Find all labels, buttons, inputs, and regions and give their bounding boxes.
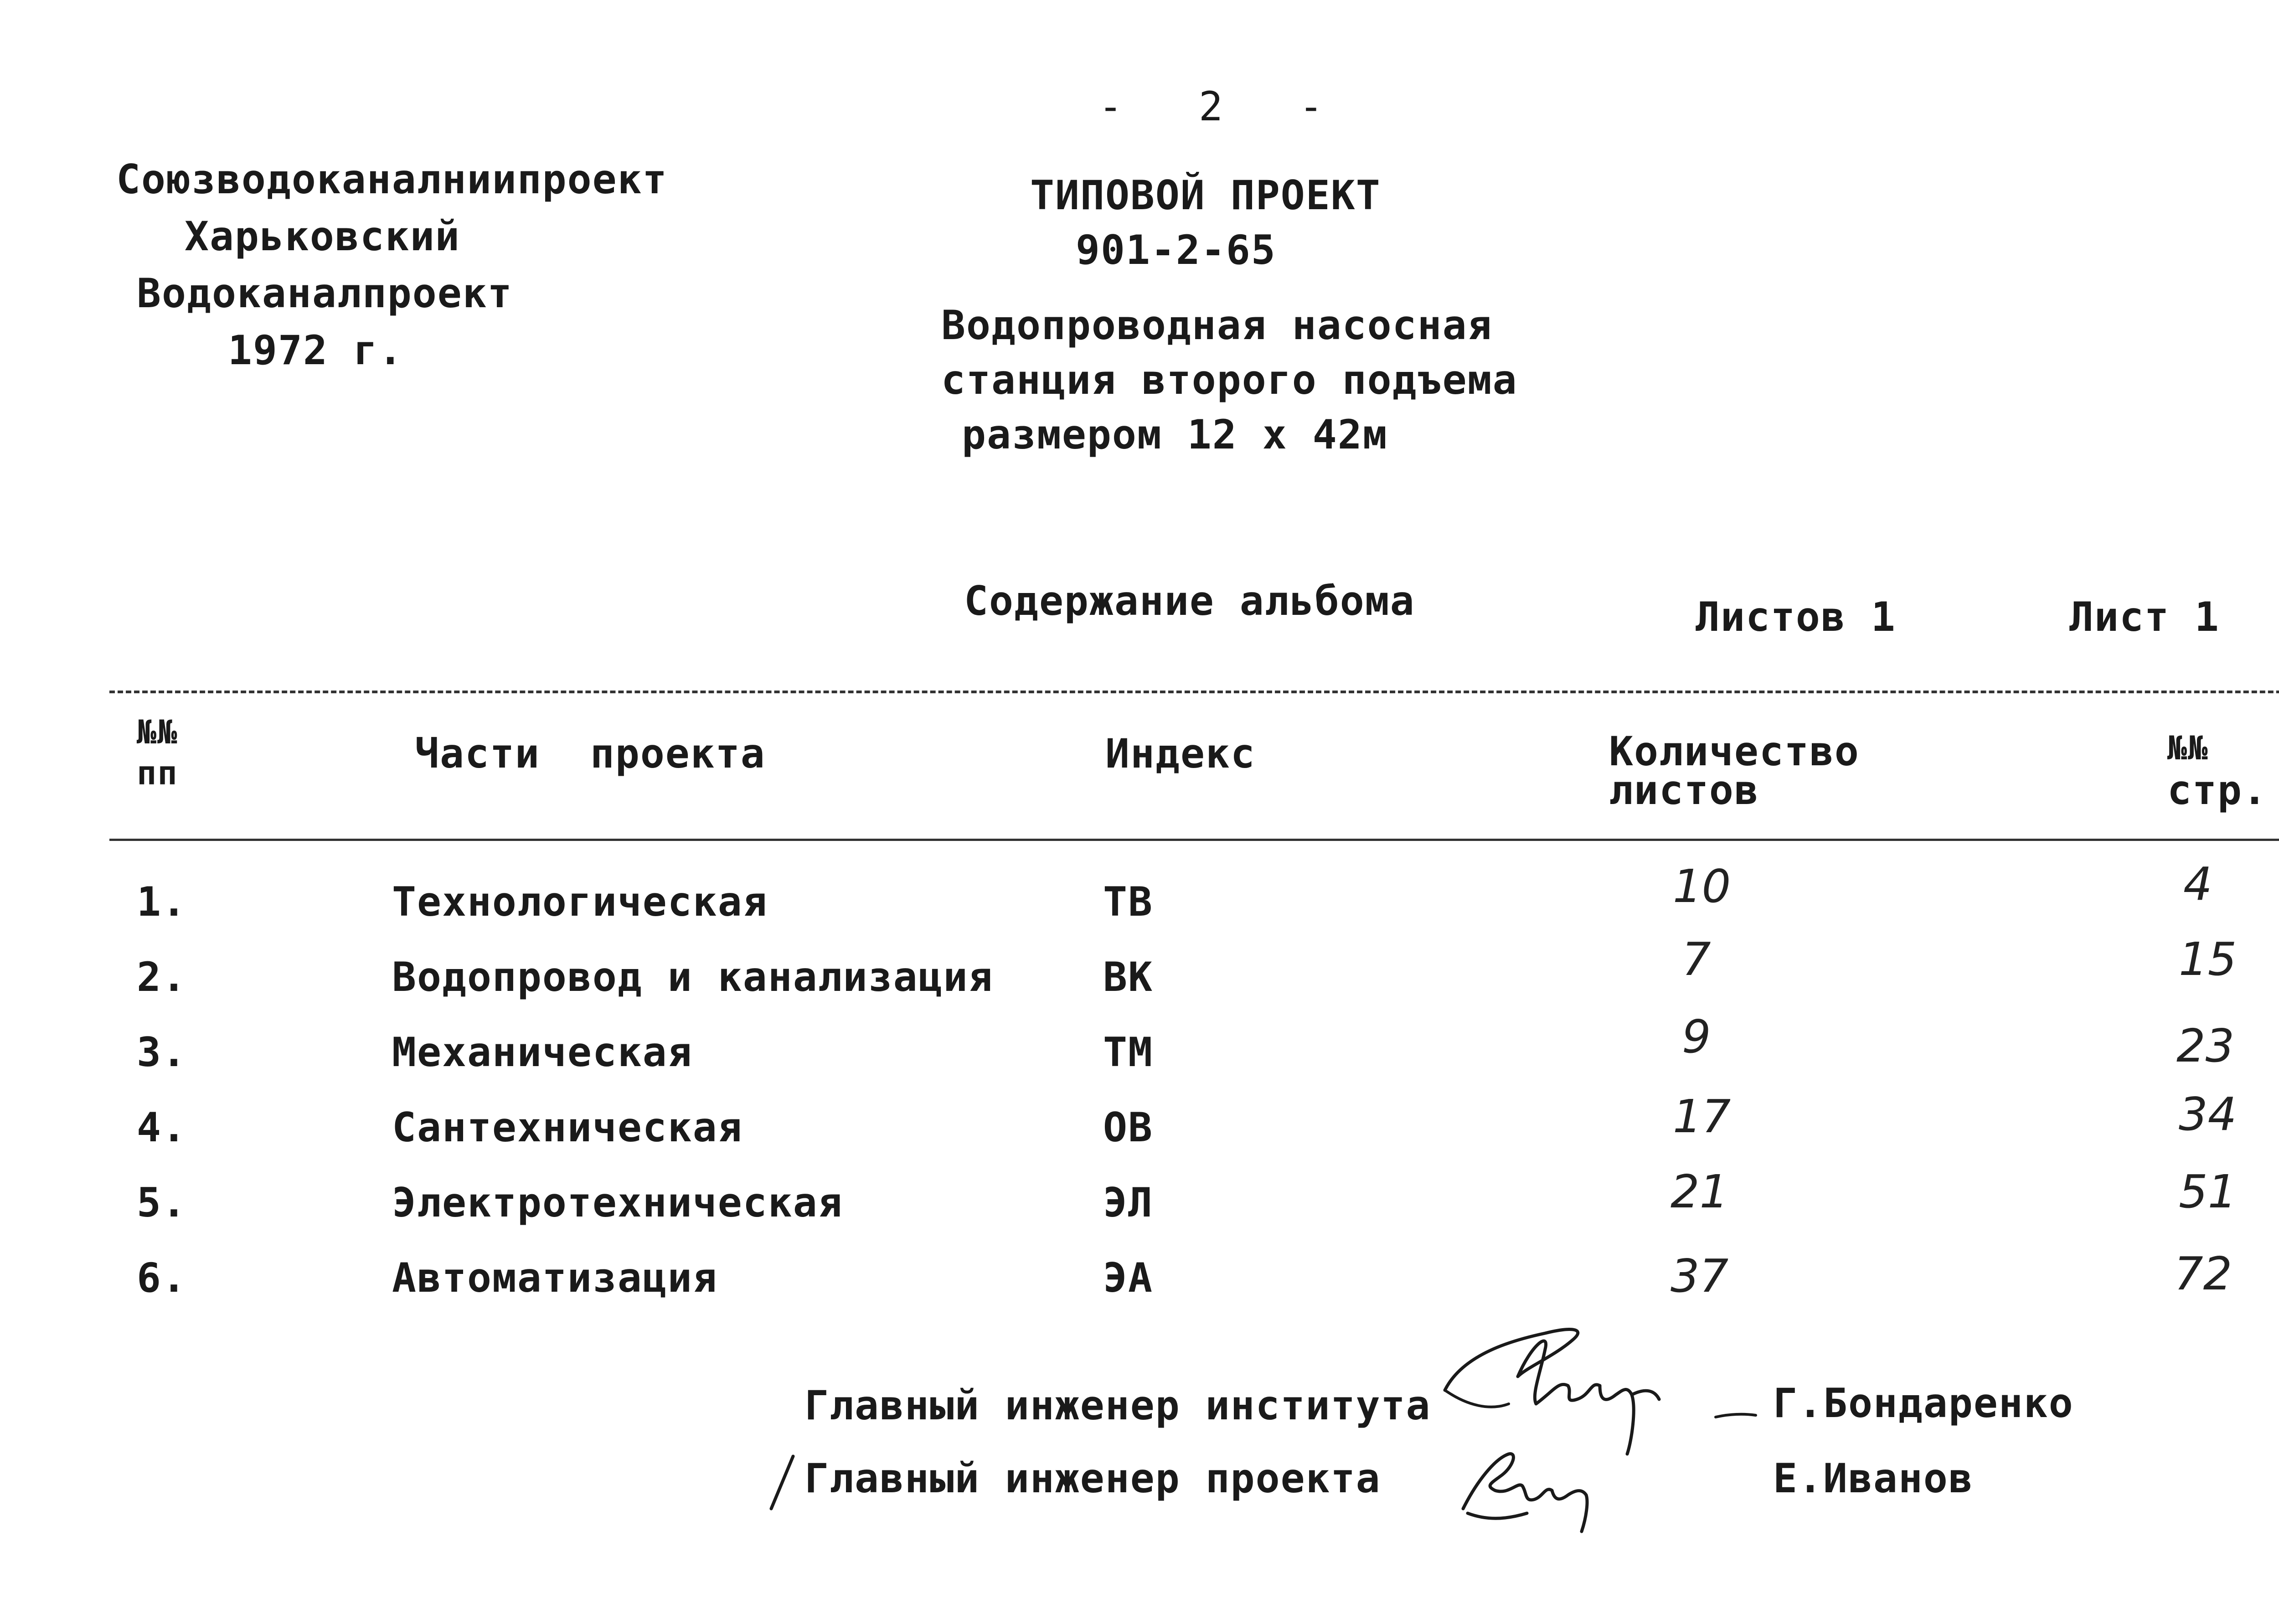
- row-5-part: Электротехническая: [392, 1179, 843, 1226]
- row-1-page: 4: [2183, 857, 2212, 911]
- header-part: Части проекта: [415, 730, 766, 777]
- sheet-number: Лист 1: [2069, 593, 2220, 640]
- row-5-index: ЭЛ: [1103, 1179, 1153, 1226]
- row-3-page: 23: [2176, 1019, 2235, 1072]
- row-5-num: 5.: [137, 1179, 187, 1226]
- table-header-rule: [109, 839, 2279, 841]
- page-number: - 2 -: [1098, 83, 1324, 130]
- row-3-num: 3.: [137, 1029, 187, 1076]
- signature-ivanov: [1449, 1427, 1623, 1536]
- header-page-line-2: стр.: [2167, 767, 2268, 814]
- sheets-total: Листов 1: [1696, 593, 1896, 640]
- row-2-page: 15: [2179, 933, 2237, 986]
- row-2-count: 7: [1682, 933, 1711, 986]
- row-1-count: 10: [1673, 860, 1731, 913]
- chief-institute-title: Главный инженер института: [804, 1382, 1431, 1429]
- organization-year: 1972 г.: [228, 327, 403, 374]
- row-6-count: 37: [1671, 1249, 1729, 1303]
- row-4-page: 34: [2179, 1088, 2237, 1141]
- album-heading: Содержание альбома: [964, 577, 1415, 624]
- project-title-line-2: станция второго подъема: [941, 356, 1518, 403]
- organization-line-2: Харьковский: [185, 213, 460, 260]
- slash-mark: [766, 1454, 802, 1513]
- row-2-part: Водопровод и канализация: [392, 954, 994, 1000]
- row-6-index: ЭА: [1103, 1254, 1153, 1301]
- row-5-page: 51: [2179, 1165, 2237, 1218]
- organization-line-1: Союзводоканалниипроект: [116, 156, 668, 203]
- row-6-page: 72: [2174, 1247, 2233, 1300]
- chief-project-title: Главный инженер проекта: [804, 1455, 1381, 1502]
- chief-project-name: Е.Иванов: [1773, 1455, 1974, 1502]
- row-6-part: Автоматизация: [392, 1254, 718, 1301]
- table-top-rule: [109, 691, 2279, 693]
- row-3-count: 9: [1682, 1010, 1711, 1063]
- header-page-line-1: №№: [2167, 729, 2209, 767]
- header-count-line-2: листов: [1609, 767, 1759, 814]
- row-2-num: 2.: [137, 954, 187, 1000]
- row-5-count: 21: [1671, 1165, 1729, 1218]
- header-num-line-2: пп: [137, 754, 178, 792]
- project-type: ТИПОВОЙ ПРОЕКТ: [1030, 172, 1381, 219]
- row-3-part: Механическая: [392, 1029, 693, 1076]
- row-4-num: 4.: [137, 1104, 187, 1151]
- row-3-index: ТМ: [1103, 1029, 1153, 1076]
- row-4-index: ОВ: [1103, 1104, 1153, 1151]
- row-1-num: 1.: [137, 878, 187, 925]
- row-6-num: 6.: [137, 1254, 187, 1301]
- header-index: Индекс: [1105, 730, 1256, 777]
- organization-line-3: Водоканалпроект: [137, 270, 513, 317]
- row-4-count: 17: [1673, 1090, 1731, 1143]
- chief-institute-name: Г.Бондаренко: [1773, 1380, 2074, 1427]
- row-1-index: ТВ: [1103, 878, 1153, 925]
- row-2-index: ВК: [1103, 954, 1153, 1000]
- project-title-line-3: размером 12 x 42м: [962, 411, 1388, 458]
- name-dash: [1714, 1411, 1759, 1424]
- project-title-line-1: Водопроводная насосная: [941, 302, 1493, 349]
- row-4-part: Сантехническая: [392, 1104, 743, 1151]
- header-num-line-1: №№: [137, 713, 178, 751]
- row-1-part: Технологическая: [392, 878, 768, 925]
- project-number: 901-2-65: [1076, 227, 1276, 273]
- header-count-line-1: Количество: [1609, 728, 1860, 775]
